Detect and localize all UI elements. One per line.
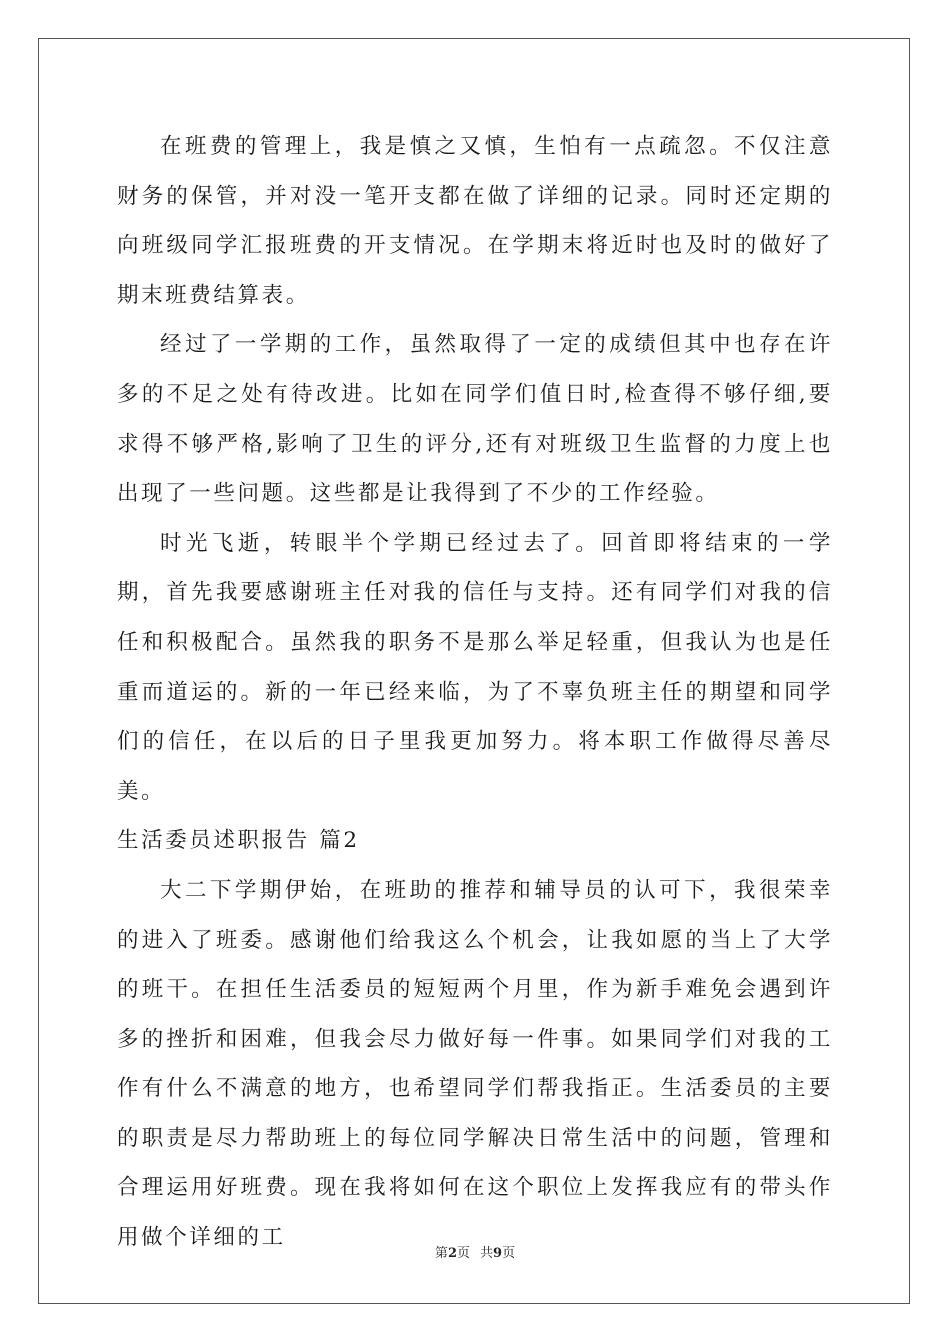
total-suffix: 页 <box>502 1246 516 1261</box>
page-suffix: 页 <box>456 1246 470 1261</box>
page-prefix: 第 <box>434 1246 448 1261</box>
paragraph: 经过了一学期的工作，虽然取得了一定的成绩但其中也存在许多的不足之处有待改进。比如在同学们值日时,检查得不够仔细,要求得不够严格,影响了卫生的评分,还有对班级卫生监督的力度上也出现了一些问题。这些都是让我得到了不少的工作经验。 <box>117 332 833 507</box>
paragraph: 大二下学期伊始，在班助的推荐和辅导员的认可下，我很荣幸的进入了班委。感谢他们给我这么个机会，让我如愿的当上了大学的班干。在担任生活委员的短短两个月里，作为新手难免会遇到许多的挫折和困难，但我会尽力做好每一件事。如果同学们对我的工作有什么不满意的地方，也希望同学们帮我指正。生活委员的主要的职责是尽力帮助班上的每位同学解决日常生活中的问题，管理和合理运用好班费。现在我将如何在这个职位上发挥我应有的带头作用做个详细的工 <box>117 877 833 1251</box>
total-prefix: 共 <box>480 1246 494 1261</box>
page-number: 2 <box>447 1246 457 1261</box>
page-footer <box>0 1242 950 1261</box>
section-heading: 生活委员述职报告 篇2 <box>117 828 360 854</box>
paragraph: 时光飞逝，转眼半个学期已经过去了。回首即将结束的一学期，首先我要感谢班主任对我的信任与支持。还有同学们对我的信任和积极配合。虽然我的职务不是那么举足轻重，但我认为也是任重而道运的。新的一年已经来临，为了不辜负班主任的期望和同学们的信任，在以后的日子里我更加努力。将本职工作做得尽善尽美。 <box>117 530 833 804</box>
total-pages: 9 <box>493 1246 503 1261</box>
document-body <box>117 122 833 1263</box>
paragraph: 在班费的管理上，我是慎之又慎，生怕有一点疏忽。不仅注意财务的保管，并对没一笔开支都在做了详细的记录。同时还定期的向班级同学汇报班费的开支情况。在学期末将近时也及时的做好了期末班费结算表。 <box>117 134 833 308</box>
